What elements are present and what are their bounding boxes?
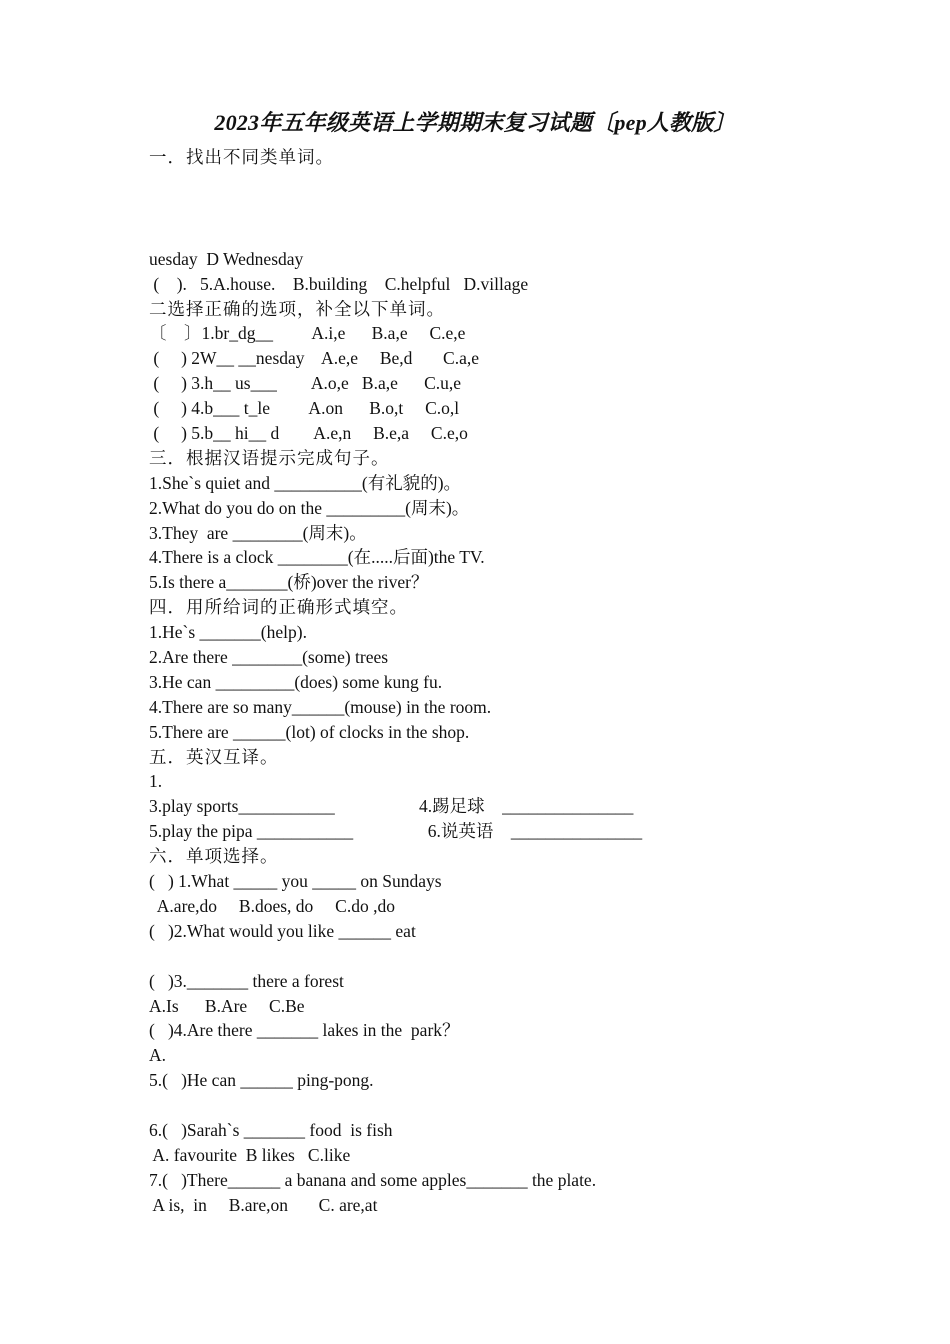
blank-space [149, 170, 909, 222]
section-2-item: ( ) 5.b__ hi__ d A.e,n B.e,a C.e,o [149, 423, 468, 444]
section-6-line: A. [149, 1045, 167, 1066]
section-1-item-partial: uesday D Wednesday [149, 248, 304, 269]
section-1-heading: 一．找出不同类单词。 [149, 147, 334, 167]
section-5-left-item: 5.play the pipa ___________ [149, 821, 354, 842]
section-3-item: 2.What do you do on the _________(周末)。 [149, 497, 470, 518]
section-6-heading: 六．单项选择。 [149, 846, 279, 867]
section-6-line: 6.( )Sarah`s _______ food is fish [149, 1119, 393, 1140]
section-2-item: ( ) 3.h__ us___ A.o,e B.a,e C.u,e [149, 373, 462, 394]
section-4-item: 4.There are so many______(mouse) in the room. [149, 696, 492, 717]
section-6-line: ( )4.Are there _______ lakes in the park？ [149, 1020, 460, 1041]
section-5-right-item: 6.说英语 _______________ [419, 821, 643, 842]
section-6-line: A is, in B.are,on C. are,at [149, 1194, 378, 1215]
section-4-item: 2.Are there ________(some) trees [149, 647, 389, 668]
section-3-item: 5.Is there a_______(桥)over the river？ [149, 572, 429, 593]
section-6-line: ( )3._______ there a forest [149, 970, 344, 991]
section-6-line: 7.( )There______ a banana and some apples_______ the plate. [149, 1169, 597, 1190]
section-5-right-item: 4.踢足球 _______________ [419, 796, 634, 817]
section-6-line: ( ) 1.What _____ you _____ on Sundays [149, 871, 442, 892]
document-body [149, 145, 909, 1218]
section-4-heading: 四．用所给词的正确形式填空。 [149, 597, 408, 618]
section-6-line: A. favourite B likes C.like [149, 1144, 351, 1165]
section-6-line: 5.( )He can ______ ping-pong. [149, 1070, 374, 1091]
section-4-item: 5.There are ______(lot) of clocks in the shop. [149, 721, 470, 742]
section-3-item: 4.There is a clock ________(在.....后面)the TV. [149, 547, 485, 568]
page-title: 2023年五年级英语上学期期末复习试题〔pep人教版〕 [214, 110, 736, 135]
section-2-heading: 二选择正确的选项，补全以下单词。 [149, 298, 445, 319]
section-5-left-item: 3.play sports___________ [149, 796, 335, 817]
section-3-heading: 三．根据汉语提示完成句子。 [149, 447, 390, 468]
section-6-line: A.are,do B.does, do C.do ,do [149, 895, 395, 916]
section-2-item: 〔 〕1.br_dg__ A.i,e B.a,e C.e,e [149, 323, 466, 344]
section-3-item: 3.They are ________(周末)。 [149, 522, 367, 543]
section-2-item: ( ) 2W__ __nesday A.e,e Be,d C.a,e [149, 348, 479, 369]
section-4-item: 3.He can _________(does) some kung fu. [149, 671, 443, 692]
section-5-row [149, 794, 909, 819]
section-4-item: 1.He`s _______(help). [149, 622, 307, 643]
section-6-line: A.Is B.Are C.Be [149, 995, 305, 1016]
section-1-item-5: ( ). 5.A.house. B.building C.helpful D.village [149, 273, 529, 294]
section-5-row [149, 819, 909, 844]
section-5-item-1: 1. [149, 771, 163, 792]
section-2-item: ( ) 4.b___ t_le A.on B.o,t C.o,l [149, 398, 460, 419]
section-6-line: ( )2.What would you like ______ eat [149, 920, 416, 941]
section-3-item: 1.She`s quiet and __________(有礼貌的)。 [149, 472, 462, 493]
section-5-heading: 五．英汉互译。 [149, 746, 279, 767]
